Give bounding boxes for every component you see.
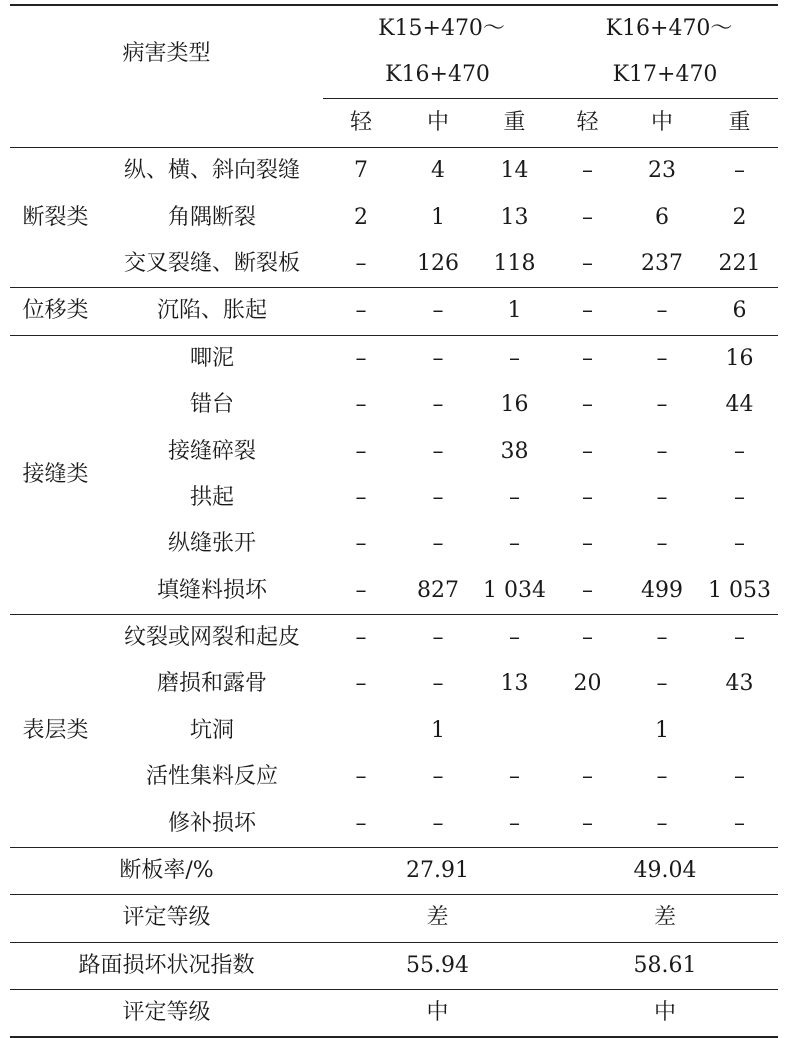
group-label: 表层类 bbox=[10, 614, 101, 847]
distress-value: – bbox=[582, 531, 594, 557]
distress-value: – bbox=[399, 288, 477, 335]
distress-value: – bbox=[432, 531, 444, 557]
distress-value: – bbox=[623, 800, 701, 847]
distress-value: – bbox=[323, 241, 399, 288]
distress-value: – bbox=[432, 345, 444, 371]
distress-value: – bbox=[582, 625, 594, 651]
distress-value: 20 bbox=[573, 671, 602, 697]
range2-header-line1: K16+470～ bbox=[552, 5, 778, 52]
distress-value: – bbox=[623, 288, 701, 335]
distress-value: – bbox=[582, 204, 594, 230]
distress-value: – bbox=[552, 800, 623, 847]
distress-value: – bbox=[582, 438, 594, 464]
distress-value: 16 bbox=[725, 345, 754, 371]
range2-header-line2: K17+470 bbox=[552, 52, 778, 99]
distress-value: – bbox=[355, 392, 367, 418]
distress-value: – bbox=[509, 764, 521, 790]
severity-light-2: 轻 bbox=[552, 99, 623, 148]
distress-value bbox=[477, 708, 552, 754]
distress-label: 纵、横、斜向裂缝 bbox=[124, 158, 301, 184]
severity-light-1: 轻 bbox=[323, 99, 399, 148]
group-label: 接缝类 bbox=[10, 335, 101, 614]
table-row bbox=[10, 148, 778, 195]
distress-value: – bbox=[509, 625, 521, 651]
distress-value: – bbox=[734, 764, 746, 790]
summary-label: 路面损坏状况指数 bbox=[10, 942, 323, 989]
distress-label: 填缝料损坏 bbox=[101, 568, 323, 615]
distress-value: – bbox=[582, 345, 594, 371]
distress-value: – bbox=[355, 671, 367, 697]
range1-header-line1: K15+470～ bbox=[323, 5, 552, 52]
distress-value: – bbox=[701, 800, 778, 847]
distress-value: – bbox=[355, 625, 367, 651]
table-row bbox=[10, 708, 778, 754]
distress-value: – bbox=[734, 484, 746, 510]
summary-label: 评定等级 bbox=[10, 990, 323, 1038]
table-row bbox=[10, 241, 778, 288]
summary-value-range1: 中 bbox=[323, 990, 552, 1038]
distress-value bbox=[552, 708, 623, 754]
distress-value: – bbox=[582, 484, 594, 510]
distress-value: 499 bbox=[623, 568, 701, 615]
distress-value: 14 bbox=[500, 158, 529, 184]
summary-label: 评定等级 bbox=[10, 895, 323, 942]
distress-value: – bbox=[552, 288, 623, 335]
distress-value: 1 bbox=[431, 717, 446, 743]
distress-label: 沉陷、胀起 bbox=[101, 288, 323, 335]
distress-value: – bbox=[355, 438, 367, 464]
severity-medium-1: 中 bbox=[399, 99, 477, 148]
distress-value: – bbox=[734, 531, 746, 557]
distress-value: – bbox=[509, 531, 521, 557]
distress-value: 126 bbox=[399, 241, 477, 288]
summary-row bbox=[10, 847, 778, 894]
distress-value: – bbox=[552, 241, 623, 288]
distress-value: – bbox=[432, 438, 444, 464]
distress-value: – bbox=[477, 800, 552, 847]
distress-label: 纵缝张开 bbox=[168, 531, 257, 557]
distress-label: 坑洞 bbox=[190, 717, 235, 743]
severity-heavy-1: 重 bbox=[477, 99, 552, 148]
distress-value: – bbox=[656, 625, 668, 651]
summary-value-range2: 中 bbox=[552, 990, 778, 1038]
distress-value: – bbox=[734, 158, 746, 184]
distress-value: – bbox=[432, 625, 444, 651]
distress-value: 221 bbox=[701, 241, 778, 288]
distress-value bbox=[323, 708, 399, 754]
distress-value: 7 bbox=[354, 158, 369, 184]
distress-label: 活性集料反应 bbox=[146, 764, 279, 790]
distress-value: – bbox=[656, 345, 668, 371]
distress-value bbox=[701, 708, 778, 754]
distress-value: 16 bbox=[500, 392, 529, 418]
summary-value-range1: 差 bbox=[323, 895, 552, 942]
pavement-distress-table bbox=[10, 4, 778, 1038]
distress-value: – bbox=[734, 625, 746, 651]
summary-value-range2: 58.61 bbox=[552, 942, 778, 989]
distress-value: – bbox=[582, 764, 594, 790]
distress-label: 拱起 bbox=[190, 484, 235, 510]
distress-value: 2 bbox=[354, 204, 369, 230]
distress-label: 角隅断裂 bbox=[168, 204, 257, 230]
summary-value-range1: 27.91 bbox=[323, 847, 552, 894]
summary-row bbox=[10, 895, 778, 942]
distress-value: – bbox=[432, 392, 444, 418]
table-row bbox=[10, 288, 778, 335]
distress-label: 接缝碎裂 bbox=[168, 438, 257, 464]
distress-value: 13 bbox=[500, 204, 529, 230]
distress-value: – bbox=[552, 568, 623, 615]
distress-value: – bbox=[323, 568, 399, 615]
distress-value: – bbox=[355, 764, 367, 790]
distress-value: 13 bbox=[500, 671, 529, 697]
distress-value: – bbox=[734, 438, 746, 464]
summary-value-range2: 差 bbox=[552, 895, 778, 942]
distress-value: 38 bbox=[500, 438, 529, 464]
severity-medium-2: 中 bbox=[623, 99, 701, 148]
distress-value: – bbox=[656, 438, 668, 464]
distress-value: – bbox=[399, 800, 477, 847]
distress-label: 错台 bbox=[190, 392, 235, 418]
distress-value: 827 bbox=[399, 568, 477, 615]
distress-value: – bbox=[656, 392, 668, 418]
header-row-1 bbox=[10, 5, 778, 52]
distress-value: 6 bbox=[701, 288, 778, 335]
distress-value: 4 bbox=[431, 158, 446, 184]
table-row bbox=[10, 382, 778, 428]
summary-value-range1: 55.94 bbox=[323, 942, 552, 989]
distress-value: – bbox=[656, 764, 668, 790]
distress-value: – bbox=[582, 392, 594, 418]
distress-value: – bbox=[509, 484, 521, 510]
distress-value: 23 bbox=[648, 158, 677, 184]
distress-value: – bbox=[582, 158, 594, 184]
distress-value: 1 034 bbox=[477, 568, 552, 615]
table-row bbox=[10, 335, 778, 382]
distress-value: – bbox=[509, 345, 521, 371]
distress-value: 6 bbox=[655, 204, 670, 230]
group-label: 位移类 bbox=[10, 288, 101, 335]
distress-value: 2 bbox=[732, 204, 747, 230]
severity-heavy-2: 重 bbox=[701, 99, 778, 148]
table-row bbox=[10, 800, 778, 847]
table-row bbox=[10, 754, 778, 800]
distress-label: 交叉裂缝、断裂板 bbox=[101, 241, 323, 288]
table-row bbox=[10, 475, 778, 521]
distress-label: 纹裂或网裂和起皮 bbox=[124, 625, 301, 651]
range1-header-line2: K16+470 bbox=[323, 52, 552, 99]
summary-row bbox=[10, 942, 778, 989]
distress-value: 1 bbox=[477, 288, 552, 335]
distress-value: 44 bbox=[725, 392, 754, 418]
table-row bbox=[10, 428, 778, 474]
distress-label: 修补损坏 bbox=[101, 800, 323, 847]
table-row bbox=[10, 614, 778, 661]
summary-label: 断板率/% bbox=[10, 847, 323, 894]
distress-value: 237 bbox=[623, 241, 701, 288]
distress-value: – bbox=[432, 764, 444, 790]
distress-value: – bbox=[656, 671, 668, 697]
summary-value-range2: 49.04 bbox=[552, 847, 778, 894]
distress-value: – bbox=[355, 484, 367, 510]
distress-value: 1 bbox=[431, 204, 446, 230]
distress-value: – bbox=[432, 671, 444, 697]
distress-value: – bbox=[355, 531, 367, 557]
distress-value: 43 bbox=[725, 671, 754, 697]
table-row bbox=[10, 194, 778, 240]
table-row bbox=[10, 521, 778, 567]
distress-value: 1 053 bbox=[701, 568, 778, 615]
distress-label: 唧泥 bbox=[190, 345, 235, 371]
summary-row bbox=[10, 990, 778, 1038]
distress-value: – bbox=[656, 531, 668, 557]
group-label: 断裂类 bbox=[10, 148, 101, 288]
distress-value: – bbox=[656, 484, 668, 510]
table-row bbox=[10, 568, 778, 615]
distress-value: – bbox=[355, 345, 367, 371]
table-row bbox=[10, 661, 778, 707]
distress-value: 1 bbox=[655, 717, 670, 743]
distress-value: – bbox=[323, 800, 399, 847]
distress-value: 118 bbox=[477, 241, 552, 288]
type-header: 病害类型 bbox=[10, 5, 323, 148]
distress-value: – bbox=[432, 484, 444, 510]
distress-label: 磨损和露骨 bbox=[157, 671, 268, 697]
distress-value: – bbox=[323, 288, 399, 335]
